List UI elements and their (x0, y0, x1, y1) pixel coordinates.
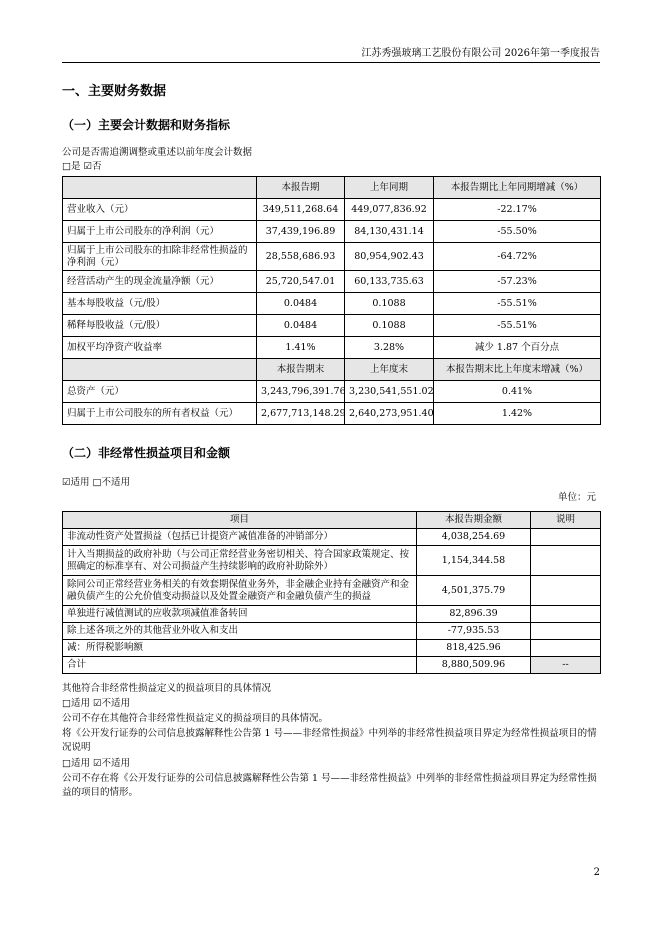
header-divider (62, 62, 600, 63)
restate-question: 公司是否需追溯调整或重述以前年度会计数据 (62, 147, 253, 158)
other-items-statement: 公司不存在其他符合非经常性损益定义的损益项目的具体情况。 (62, 713, 329, 724)
section-title: 一、主要财务数据 (62, 84, 167, 99)
table-row: 非流动性资产处置损益（包括已计提资产减值准备的冲销部分） 4,038,254.69 (63, 529, 601, 546)
non-recurring-table (62, 511, 601, 674)
table-row: 归属于上市公司股东的扣除非经常性损益的净利润（元） 28,558,686.93 80,954,902.43 -64.72% (63, 243, 601, 271)
table-row: 计入当期损益的政府补助（与公司正常经营业务密切相关、符合国家政策规定、按照确定的标准享有、对公司损益产生持续影响的政府补助除外） 1,154,344.58 (63, 546, 601, 576)
subsection-title-1: （一）主要会计数据和财务指标 (62, 118, 231, 132)
restate-option: □是 ☑否 (62, 161, 102, 172)
reclassification-statement: 公司不存在将《公开发行证券的公司信息披露解释性公告第 1 号——非经常性损益》中列举的非经常性损益项目界定为经常性损益的项目的情形。 (62, 773, 597, 798)
table-row: 归属于上市公司股东的所有者权益（元） 2,677,713,148.29 2,640,273,951.40 1.42% (63, 403, 601, 425)
table-row: 加权平均净资产收益率 1.41% 3.28% 减少 1.87 个百分点 (63, 337, 601, 359)
table-row: 营业收入（元） 349,511,268.64 449,077,836.92 -22.17% (63, 199, 601, 221)
table-row: 经营活动产生的现金流量净额（元） 25,720,547.01 60,133,735.63 -57.23% (63, 271, 601, 293)
applicable-option: ☑适用 □不适用 (62, 477, 131, 488)
reclassification-note: 将《公开发行证券的公司信息披露解释性公告第 1 号——非经常性损益》中列举的非经常性损益项目界定为经常性损益项目的情况说明 (62, 728, 597, 753)
table-header-row: 本报告期 上年同期 本报告期比上年同期增减（%） (63, 177, 601, 199)
table-row: 除同公司正常经营业务相关的有效套期保值业务外，非金融企业持有金融资产和金融负债产生的公允价值变动损益以及处置金融资产和金融负债产生的损益 4,501,375.79 (63, 576, 601, 606)
other-items-option: □适用 ☑不适用 (62, 698, 131, 709)
reclassification-option: □适用 ☑不适用 (62, 758, 131, 769)
table-header-row-2: 本报告期末 上年度末 本报告期末比上年度末增减（%） (63, 359, 601, 381)
header-title: 江苏秀强玻璃工艺股份有限公司 2026年第一季度报告 (361, 48, 600, 59)
table-row: 归属于上市公司股东的净利润（元） 37,439,196.89 84,130,431.14 -55.50% (63, 221, 601, 243)
table-row: 总资产（元） 3,243,796,391.76 3,230,541,551.02 0.41% (63, 381, 601, 403)
table-total-row: 合计 8,880,509.96 -- (63, 657, 601, 674)
other-items-note: 其他符合非经常性损益定义的损益项目的具体情况 (62, 683, 272, 694)
table-row: 稀释每股收益（元/股） 0.0484 0.1088 -55.51% (63, 315, 601, 337)
unit-label: 单位：元 (557, 492, 596, 503)
table-row: 基本每股收益（元/股） 0.0484 0.1088 -55.51% (63, 293, 601, 315)
page-number: 2 (593, 867, 600, 878)
table-row: 除上述各项之外的其他营业外收入和支出 -77,935.53 (63, 623, 601, 640)
table-row: 减：所得税影响额 818,425.96 (63, 640, 601, 657)
subsection-title-2: （二）非经常性损益项目和金额 (62, 446, 231, 460)
table-header-row: 项目 本报告期金额 说明 (63, 512, 601, 529)
financial-data-table (62, 176, 601, 425)
table-row: 单独进行减值测试的应收款项减值准备转回 82,896.39 (63, 606, 601, 623)
